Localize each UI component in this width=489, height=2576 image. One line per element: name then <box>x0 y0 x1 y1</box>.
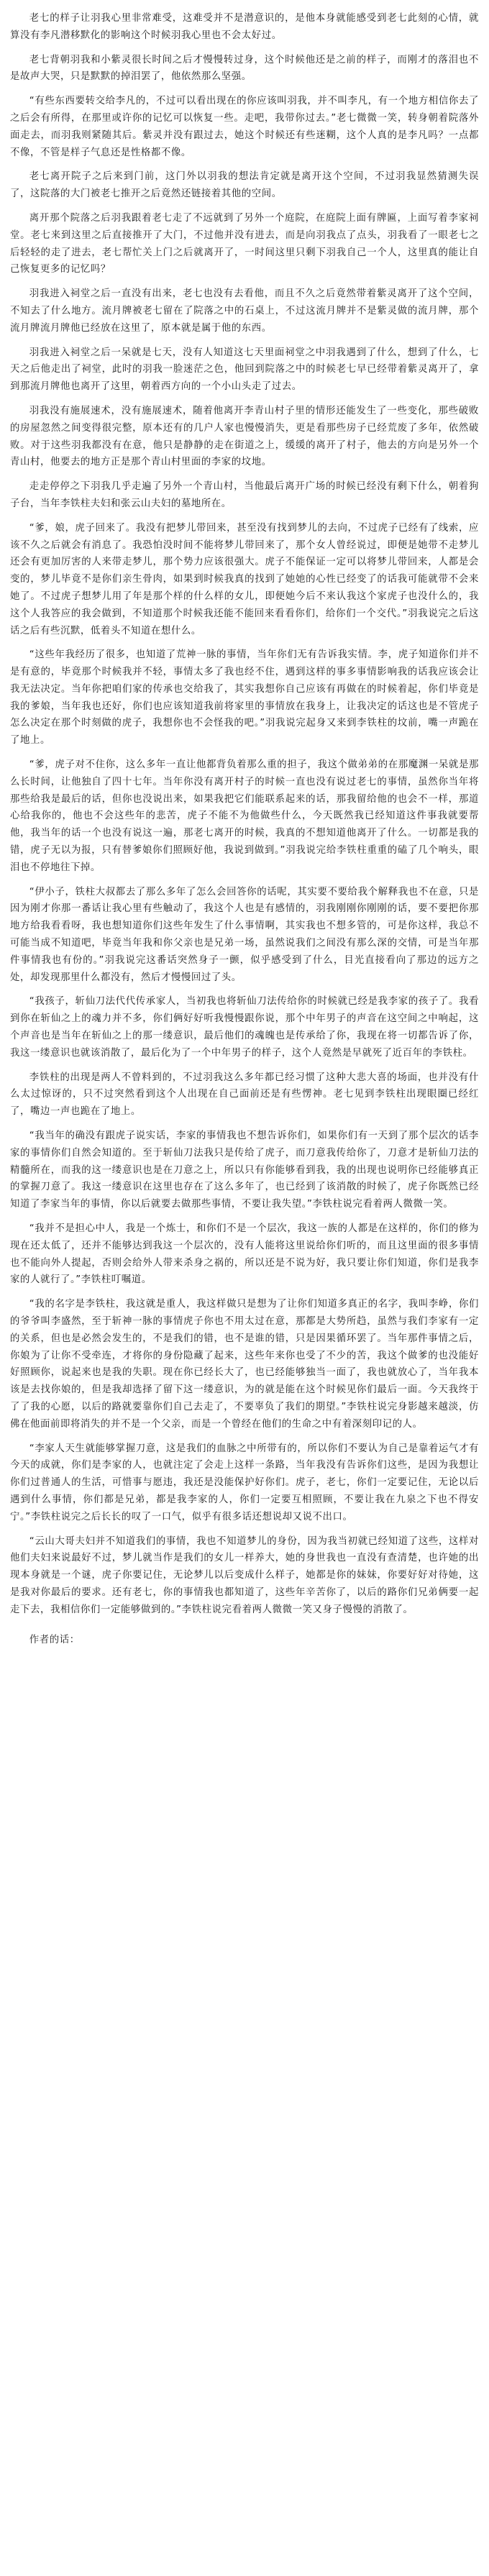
paragraph: 羽我没有施展速术，没有施展速术，随着他离开李青山村子里的情形还能发生了一些变化，那些破败的房屋忽然之间变得很完整，原本还有的几户人家也慢慢消失，更是看那些房子已经荒废了多年，依然破败。对于这些羽我都没有在意，他只是静静的走在街道之上，缓缓的离开了村子，他去的方向是另外一个青山村，他要去的地方正是那个青山村里面的李家的坟地。 <box>10 405 479 468</box>
paragraph: “李家人天生就能够掌握刀意，这是我们的血脉之中所带有的，所以你们不要认为自己是靠着运气才有今天的成就，你们是李家的人，也就注定了会走上这样一条路，当年我没有告诉你们这些，是因为我想让你们过普通人的生活，可惜事与愿违，我还是没能保护好你们。虎子，老七，你们一定要记住，无论以后遇到什么事情，你们都是兄弟，都是我李家的人，你们一定要互相照顾，不要让我在九泉之下也不得安宁。”李铁柱说完之后长长的叹了一口气，似乎有很多话还想说却又说不出口。 <box>10 1443 479 1522</box>
paragraph: “我孩子，斩仙刀法代代传承家人，当初我也将斩仙刀法传给你的时候就已经是我李家的孩子了。我看到你在斩仙之上的魂力并不多，你们俩好好听我慢慢跟你说，那个中年男子的声音在这空间之中响起，这个声音也是当年在斩仙之上的那一缕意识，最后他们的魂魄也是传承给了你，我现在将一切都告诉了你，我这一缕意识也就该消散了，最后化为了一个中年男子的样子，这个人竟然是早就死了近百年的李铁柱。 <box>10 996 479 1059</box>
paragraph: “这些年我经历了很多，也知道了荒神一脉的事情，当年你们无有告诉我实情。李，虎子知道你们并不是有意的，毕竟那个时候我并不轻，事情太多了我也经不住，遇到这样的事多事情影响我的话我应该会让我无法决定。当年你把咱们家的传承也交给我了，其实我想你自己应该有再做在的时候着起，你们毕竟是我的爹娘，当年我也还好，你们也应该知道我前将家里的事情放在我身上，让我决定的话这也是不管虎子怎么决定在那个时刻做的虎子，我想你也不会怪我的吧。”羽我说完起身又来到李铁柱的坟前，嘴一声跪在了地上。 <box>10 649 479 746</box>
paragraph: 李铁柱的出现是两人不曾料到的，不过羽我这么多年都已经习惯了这种大悲大喜的场面，也并没有什么太过惊讶的，只不过突然看到这个人出现在自己面前还是有些愣神。老七见到李铁柱出现眼圈已经红了，嘴边一声也跪在了地上。 <box>10 1072 479 1118</box>
paragraph: 老七的样子让羽我心里非常难受，这难受并不是潜意识的，是他本身就能感受到老七此刻的心情，就算没有李凡潜移默化的影响这个时候羽我心里也不会太好过。 <box>10 13 479 41</box>
paragraph: 老七背朝羽我和小紫灵很长时间之后才慢慢转过身，这个时候他还是之前的样子，而刚才的落泪也不是故声大哭，只是默默的掉泪罢了，他依然那么坚强。 <box>10 54 479 83</box>
paragraph: 离开那个院落之后羽我跟着老七走了不远就到了另外一个庭院，在庭院上面有牌匾，上面写着李家祠堂。老七来到这里之后直接推开了大门，不过他并没有进去，而是向羽我点了点头，羽我看了一眼老七之后轻轻的走了进去，老七帮忙关上门之后就离开了，一时间这里只剩下羽我自己一个人，这里真的能让自己恢复更多的记忆吗？ <box>10 212 479 275</box>
chapter-body <box>10 10 479 1619</box>
paragraph: “爹，娘，虎子回来了。我没有把梦儿带回来，甚至没有找到梦儿的去向，不过虎子已经有了线索，应该不久之后就会有消息了。我恐怕没时间不能将梦儿带回来了，那个女人曾经说过，即便是她带不走梦儿还会有更加厉害的人来带走梦儿，那个势力应该很强大。虎子不能保证一定可以将梦儿带回来，人都是会变的，梦儿毕竟不是你们亲生骨肉，如果到时候我真的找到了她她的心性已经变了的话我可能就带不会来她了。不过虎子想梦儿用了年是那个样的什么样的女儿，即便她今后不来认我这个家虎子也没什么的，我这个人我答应的我会做到，不知道那个时候我还能不能回来看看你们，给你们一个交代。”羽我说完之后这话之后有些沉默，低着头不知道在想什么。 <box>10 522 479 636</box>
paragraph: “爹，虎子对不住你，这么多年一直让他都背负着那么重的担子，我这个做弟弟的在那魔渊一呆就是那么长时间，让他独自了四十七年。当年你没有离开村子的时候一直也没有说过老七的事情，虽然你当年将那些给我是最后的话，但你也没说出来，如果我把它们能联系起来的话，那我留给他的也会不一样，那道心给我你的，他也不会这些年的悲苦，虎子不能不为他做些什么，今天既然我已经知道这件事我就要帮他，我当年的话一个也没有说这一遍，那老七离开的时候，我真的不想知道他离开了什么。一切都是我的错，虎子无以为报，只有替爹娘你们照顾好他，我说到做到。”羽我说完给李铁柱重重的磕了几个响头，眼泪也不停地往下掉。 <box>10 759 479 873</box>
paragraph: “我并不是担心中人，我是一个炼士，和你们不是一个层次，我这一族的人都是在这样的，你们的修为现在还太低了，还并不能够达到我这一个层次的，没有人能将这里说给你们听的，而且这里面的很多事情也不能向外人提起，否则会给外人带来杀身之祸的，所以还是不说为好，我只要让你们知道，你们是我李家的人就行了。”李铁柱叮嘱道。 <box>10 1223 479 1286</box>
paragraph: 羽我进入祠堂之后一呆就是七天，没有人知道这七天里面祠堂之中羽我遇到了什么，想到了什么，七天之后他走出了祠堂，此时的羽我一脸迷茫之色，他回到院落之中的时候老七早已经带着紫灵离开了，拿到那流月牌他也离开了这里，朝着西方向的一个小山头走了过去。 <box>10 347 479 393</box>
author-note-heading: 作者的话： <box>29 1634 80 1645</box>
paragraph: 走走停停之下羽我几乎走遍了另外一个青山村，当他最后离开广场的时候已经没有剩下什么，朝着狗子台，当年李铁柱夫妇和张云山夫妇的墓地所在。 <box>10 481 479 509</box>
paragraph: “我当年的确没有跟虎子说实话，李家的事情我也不想告诉你们，如果你们有一天到了那个层次的话李家的事情你们自然会知道的。至于斩仙刀法我只是传给了虎子，而刀意我传给你了，刀意才是斩仙刀法的精髓所在，而我的这一缕意识也是在刀意之上，所以只有你能够看到我，我的出现也说明你已经能够真正的掌握刀意了。我这一缕意识在这里也存在了这么多年了，也已经到了该消散的时候了，虎子你既然已经知道了李家当年的事情，你以后就要去做那些事情，不要让我失望。”李铁柱说完看着两人微微一笑。 <box>10 1131 479 1210</box>
paragraph: “云山大哥夫妇并不知道我们的事情，我也不知道梦儿的身份，因为我当初就已经知道了这些，这样对他们夫妇来说最好不过，梦儿就当作是我们的女儿一样养大，她的身世我也一直没有查清楚，也许她的出现本身就是一个谜，虎子你要记住，无论梦儿以后变成什么样子，她都是你的妹妹，你要好好对待她，这是我对你最后的要求。还有老七，你的事情我也都知道了，这些年辛苦你了，以后的路你们兄弟俩要一起走下去，我相信你们一定能够做到的。”李铁柱说完看着两人微微一笑又身子慢慢的消散了。 <box>10 1535 479 1615</box>
paragraph: “伊小子，铁柱大叔都去了那么多年了怎么会回答你的话呢，其实要不要给我个解释我也不在意，只是因为刚才你那一番话让我心里有些触动了，我这个人也是有感情的，羽我刚刚你刚刚的话，要不要把你那地方给我看看呀，我也想知道你们这些年发生了什么事情啊，其实我也不想多管的，可是你这样，我总不可能当成不知道吧，毕竟当年我和你父亲也是兄弟一场，虽然说我们之间没有那么深的交情，可是当年那件事情我也有份的。”羽我说完这番话突然身子一颤，似乎感受到了什么，目光直接看向了那边的远方之处，却发现那里什么都没有，然后才慢慢回过了头。 <box>10 886 479 983</box>
paragraph: 老七离开院子之后来到门前，这门外以羽我的想法肯定就是离开这个空间，不过羽我显然猜测失误了，这院落的大门被老七推开之后竟然还链接着其他的空间。 <box>10 171 479 200</box>
paragraph: 羽我进入祠堂之后一直没有出来，老七也没有去看他，而且不久之后竟然带着紫灵离开了这个空间，不知去了什么地方。流月牌被老七留在了院落之中的石桌上，不过这流月牌并不是紫灵做的流月牌，那个流月牌流月牌他已经放在这里了，原本就是属于他的东西。 <box>10 288 479 334</box>
paragraph: “我的名字是李铁柱，我这就是重人，我这样做只是想为了让你们知道多真正的名字，我叫李峥，你们的爷爷叫李盛然，至于斩神一脉的事情虎子你也不用太过在意，那都是大势所趋，虽然与我们李家有一定的关系，但也是必然会发生的，不是我们的错，也不是谁的错，只是因果循环罢了。当年那件事情之后，你娘为了让你不受牵连，才将你的身份隐藏了起来，这些年来你也受了不少的苦，我这个做爹的也没能好好照顾你，说起来也是我的失职。现在你已经长大了，也已经能够独当一面了，我也就放心了，当年我本该是去找你娘的，但是我却选择了留下这一缕意识，为的就是能在这个时候见你们最后一面。今天我终于了了我的心愿，以后的路就要靠你们自己去走了，不要辜负了我们的期望。”李铁柱说完身影越来越淡，仿佛在他面前即将消失的并不是一个父亲，而是一个曾经在他们的生命之中有着深刻印记的人。 <box>10 1299 479 1430</box>
paragraph: “有些东西要转交给李凡的，不过可以看出现在的你应该叫羽我，并不叫李凡，有一个地方相信你去了之后会有所得，在那里或许你的记忆可以恢复一些。走吧，我带你过去。”老七微微一笑，转身朝着院落外面走去，而羽我则紧随其后。紫灵并没有跟过去，她这个时候还有些迷糊，这个人真的是李凡吗？一点都不像，不管是样子气息还是性格都不像。 <box>10 96 479 158</box>
